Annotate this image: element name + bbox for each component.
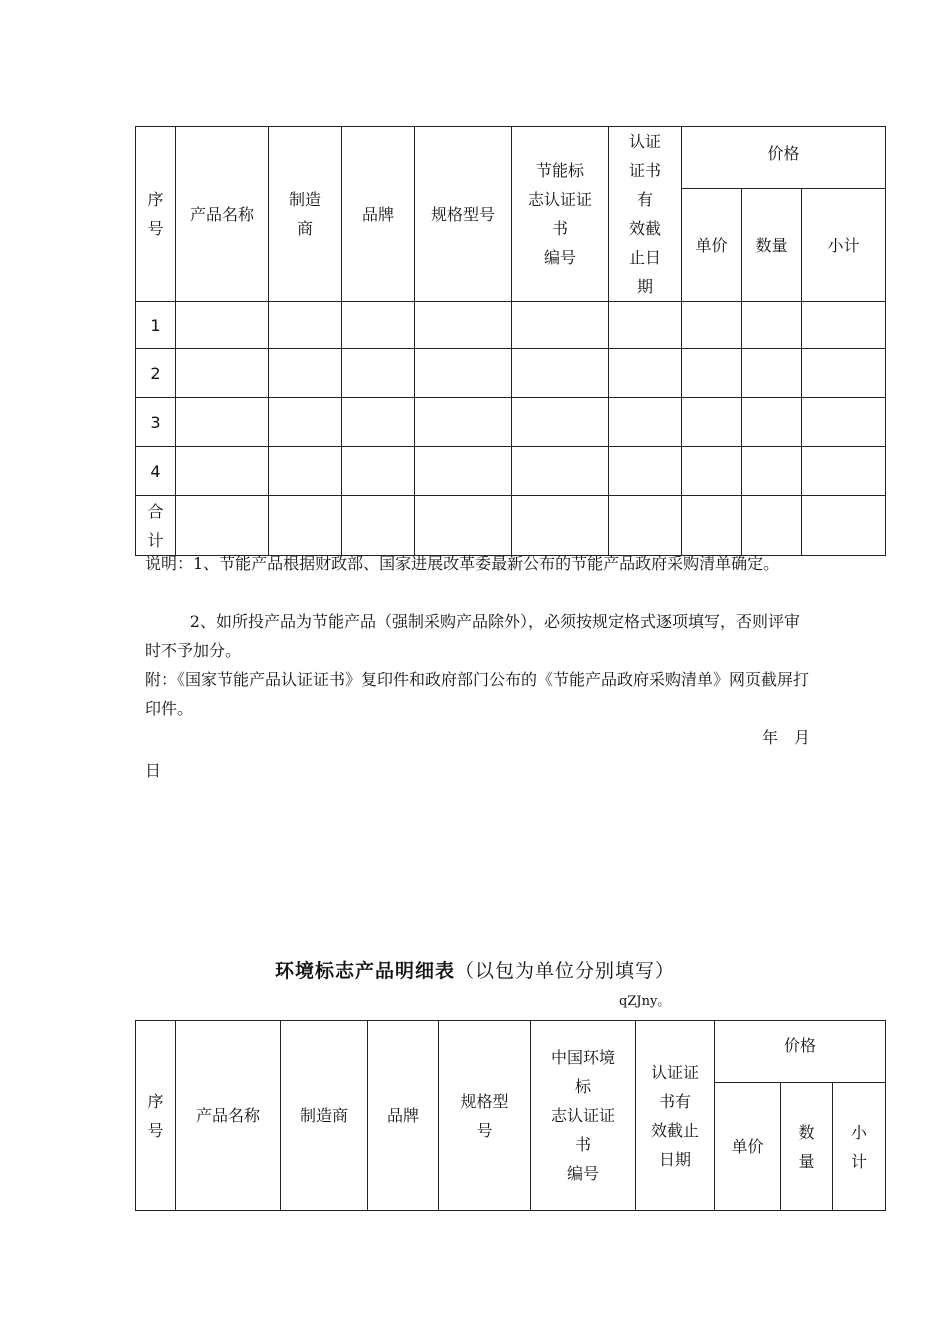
- header-price: 价格: [682, 127, 886, 189]
- row-seq: 3: [136, 398, 176, 447]
- table-cell[interactable]: [342, 398, 415, 447]
- header-brand: 品牌: [342, 127, 415, 302]
- header-seq: 序号: [136, 127, 176, 302]
- table-cell[interactable]: [742, 447, 802, 496]
- table-cell[interactable]: [176, 496, 269, 556]
- header-brand: 品牌: [368, 1021, 439, 1211]
- header-cert-no: [512, 127, 609, 302]
- table-row: [136, 349, 886, 398]
- date-day: 日: [145, 761, 162, 780]
- cert-no-line: 志认证证: [527, 190, 592, 209]
- header-product-name: 产品名称: [176, 127, 269, 302]
- validity-line: 止日: [628, 248, 661, 267]
- table-cell[interactable]: [609, 302, 682, 349]
- table-cell[interactable]: [512, 349, 609, 398]
- table-cell[interactable]: [176, 302, 269, 349]
- cert-no-line: 节能标: [535, 161, 584, 180]
- table-cell[interactable]: [742, 398, 802, 447]
- table-cell[interactable]: [342, 349, 415, 398]
- table-cell[interactable]: [269, 302, 342, 349]
- table-cell[interactable]: [342, 447, 415, 496]
- table-cell[interactable]: [609, 496, 682, 556]
- header-validity: [636, 1021, 715, 1211]
- note-2: 2、如所投产品为节能产品（强制采购产品除外），必须按规定格式逐项填写，否则评审时不予加分。: [145, 612, 800, 660]
- table-row: [136, 398, 886, 447]
- cert-no-line: 编号: [543, 248, 576, 267]
- header-cert-no: [531, 1021, 636, 1211]
- table-cell[interactable]: [269, 447, 342, 496]
- table-cell[interactable]: [269, 496, 342, 556]
- header-model: 规格型号: [415, 127, 512, 302]
- header-model: [439, 1021, 531, 1211]
- validity-line: 认证: [628, 132, 661, 151]
- validity-line: 日期: [658, 1149, 691, 1169]
- table-cell[interactable]: [415, 447, 512, 496]
- table-cell[interactable]: [682, 398, 742, 447]
- validity-line: 效截止: [650, 1120, 699, 1140]
- table-cell[interactable]: [682, 302, 742, 349]
- table-cell[interactable]: [269, 398, 342, 447]
- table-cell[interactable]: [742, 302, 802, 349]
- row-total-label: 合计: [136, 496, 176, 556]
- header-quantity: 数量: [742, 189, 802, 302]
- validity-line: 认证证: [650, 1062, 699, 1082]
- table-cell[interactable]: [682, 349, 742, 398]
- table-cell[interactable]: [802, 496, 886, 556]
- table-cell[interactable]: [342, 302, 415, 349]
- cert-no-line: 编号: [566, 1164, 599, 1183]
- validity-line: 证书: [628, 161, 661, 180]
- cert-no-line: 书: [551, 219, 568, 238]
- table-cell[interactable]: [802, 349, 886, 398]
- subtotal-line: 小: [851, 1122, 868, 1142]
- table-cell[interactable]: [609, 349, 682, 398]
- table-cell[interactable]: [415, 349, 512, 398]
- table-cell[interactable]: [415, 398, 512, 447]
- section-title: [0, 956, 950, 983]
- header-subtotal: [833, 1083, 886, 1211]
- header-validity: [609, 127, 682, 302]
- header-seq: 序号: [136, 1021, 176, 1211]
- note-attachment: 附：《国家节能产品认证证书》复印件和政府部门公布的《节能产品政府采购清单》网页截屏打印件。: [145, 670, 810, 718]
- header-unit-price: 单价: [682, 189, 742, 302]
- table-cell[interactable]: [682, 447, 742, 496]
- header-quantity: [781, 1083, 833, 1211]
- validity-line: 期: [636, 277, 653, 296]
- table-cell[interactable]: [176, 398, 269, 447]
- table-cell[interactable]: [802, 398, 886, 447]
- date-year-month: 年 月: [761, 728, 810, 747]
- validity-line: 有: [636, 190, 653, 209]
- quantity-line: 数: [798, 1122, 815, 1142]
- model-line: 号: [476, 1120, 493, 1140]
- cert-no-line: 标: [574, 1077, 591, 1096]
- table-cell[interactable]: [415, 496, 512, 556]
- environmental-label-product-table: [135, 1020, 886, 1211]
- validity-line: 书有: [658, 1091, 691, 1111]
- table-row-total: [136, 496, 886, 556]
- table-cell[interactable]: [682, 496, 742, 556]
- table-cell[interactable]: [512, 496, 609, 556]
- subtotal-line: 计: [851, 1151, 868, 1171]
- section-subtext: qZJny。: [619, 994, 671, 1009]
- table-cell[interactable]: [342, 496, 415, 556]
- header-unit-price: 单价: [715, 1083, 781, 1211]
- table-cell[interactable]: [802, 447, 886, 496]
- quantity-line: 量: [798, 1151, 815, 1171]
- table-cell[interactable]: [176, 447, 269, 496]
- header-manufacturer: 制造商: [281, 1021, 368, 1211]
- table-cell[interactable]: [609, 398, 682, 447]
- row-seq: 4: [136, 447, 176, 496]
- table-row: [136, 302, 886, 349]
- table-cell[interactable]: [802, 302, 886, 349]
- row-seq: 1: [136, 302, 176, 349]
- header-price: 价格: [715, 1021, 886, 1083]
- table-cell[interactable]: [742, 349, 802, 398]
- cert-no-line: 志认证证: [550, 1106, 615, 1125]
- table-cell[interactable]: [512, 447, 609, 496]
- row-seq: 2: [136, 349, 176, 398]
- cert-no-line: 中国环境: [550, 1048, 615, 1067]
- header-subtotal: 小计: [802, 189, 886, 302]
- header-product-name: 产品名称: [176, 1021, 281, 1211]
- table-cell[interactable]: [512, 398, 609, 447]
- validity-line: 效截: [628, 219, 661, 238]
- note-1: 说明：1、节能产品根据财政部、国家进展改革委最新公布的节能产品政府采购清单确定。: [145, 554, 780, 573]
- table-cell[interactable]: [415, 302, 512, 349]
- section-title-main: 环境标志产品明细表: [274, 960, 455, 982]
- header-manufacturer: 制造商: [269, 127, 342, 302]
- cert-no-line: 书: [574, 1135, 591, 1154]
- model-line: 规格型: [460, 1091, 509, 1111]
- table-cell[interactable]: [742, 496, 802, 556]
- table-cell[interactable]: [269, 349, 342, 398]
- table-row: [136, 447, 886, 496]
- energy-saving-product-table: [135, 126, 886, 556]
- table-cell[interactable]: [512, 302, 609, 349]
- table-cell[interactable]: [176, 349, 269, 398]
- section-title-paren: （以包为单位分别填写）: [455, 960, 676, 982]
- table-cell[interactable]: [609, 447, 682, 496]
